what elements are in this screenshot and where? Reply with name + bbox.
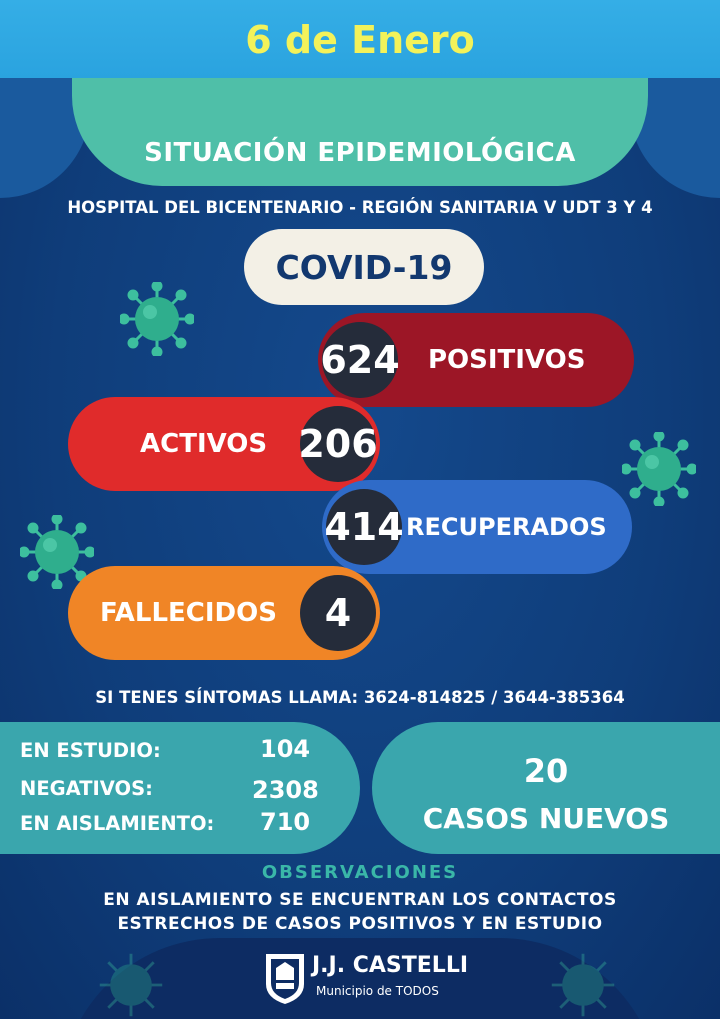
details-panel bbox=[0, 722, 360, 854]
en-estudio-value: 104 bbox=[260, 735, 311, 763]
virus-icon bbox=[96, 950, 166, 1019]
recuperados-label: RECUPERADOS bbox=[406, 513, 607, 541]
negativos-label: NEGATIVOS: bbox=[20, 777, 153, 800]
positivos-label: POSITIVOS bbox=[428, 345, 586, 375]
activos-label: ACTIVOS bbox=[140, 429, 268, 459]
aislamiento-value: 710 bbox=[260, 808, 311, 836]
virus-icon bbox=[120, 282, 194, 356]
fallecidos-count: 4 bbox=[300, 575, 376, 651]
virus-icon bbox=[548, 950, 618, 1019]
observations-line-2: ESTRECHOS DE CASOS POSITIVOS Y EN ESTUDIO bbox=[117, 914, 603, 934]
municipality-logo-icon bbox=[262, 948, 308, 1006]
observations-title: OBSERVACIONES bbox=[261, 862, 459, 883]
activos-count: 206 bbox=[300, 406, 376, 482]
observations-line-1: EN AISLAMIENTO SE ENCUENTRAN LOS CONTACTOS bbox=[103, 890, 617, 910]
aislamiento-label: EN AISLAMIENTO: bbox=[20, 812, 215, 835]
en-estudio-label: EN ESTUDIO: bbox=[20, 739, 161, 762]
title-dome bbox=[72, 78, 648, 186]
page-title: SITUACIÓN EPIDEMIOLÓGICA bbox=[144, 138, 576, 168]
covid-badge bbox=[244, 229, 484, 305]
observations-text bbox=[0, 888, 720, 936]
fallecidos-pill bbox=[68, 566, 380, 660]
fallecidos-label: FALLECIDOS bbox=[100, 598, 277, 628]
date-title: 6 de Enero bbox=[245, 18, 475, 62]
municipality-subtitle: Municipio de TODOS bbox=[316, 984, 439, 998]
new-cases-count: 20 bbox=[523, 752, 569, 790]
recuperados-count: 414 bbox=[326, 489, 402, 565]
contact-phones: SI TENES SÍNTOMAS LLAMA: 3624-814825 / 3644-385364 bbox=[95, 688, 625, 707]
virus-icon bbox=[622, 432, 696, 506]
municipality-name: J.J. CASTELLI bbox=[312, 953, 469, 978]
positivos-count: 624 bbox=[322, 322, 398, 398]
new-cases-label: CASOS NUEVOS bbox=[422, 802, 670, 835]
recuperados-pill bbox=[322, 480, 632, 574]
activos-pill bbox=[68, 397, 380, 491]
positivos-pill bbox=[318, 313, 634, 407]
negativos-value: 2308 bbox=[252, 776, 319, 804]
hospital-subtitle: HOSPITAL DEL BICENTENARIO - REGIÓN SANITARIA V UDT 3 Y 4 bbox=[67, 198, 653, 217]
covid-label: COVID-19 bbox=[275, 247, 453, 287]
